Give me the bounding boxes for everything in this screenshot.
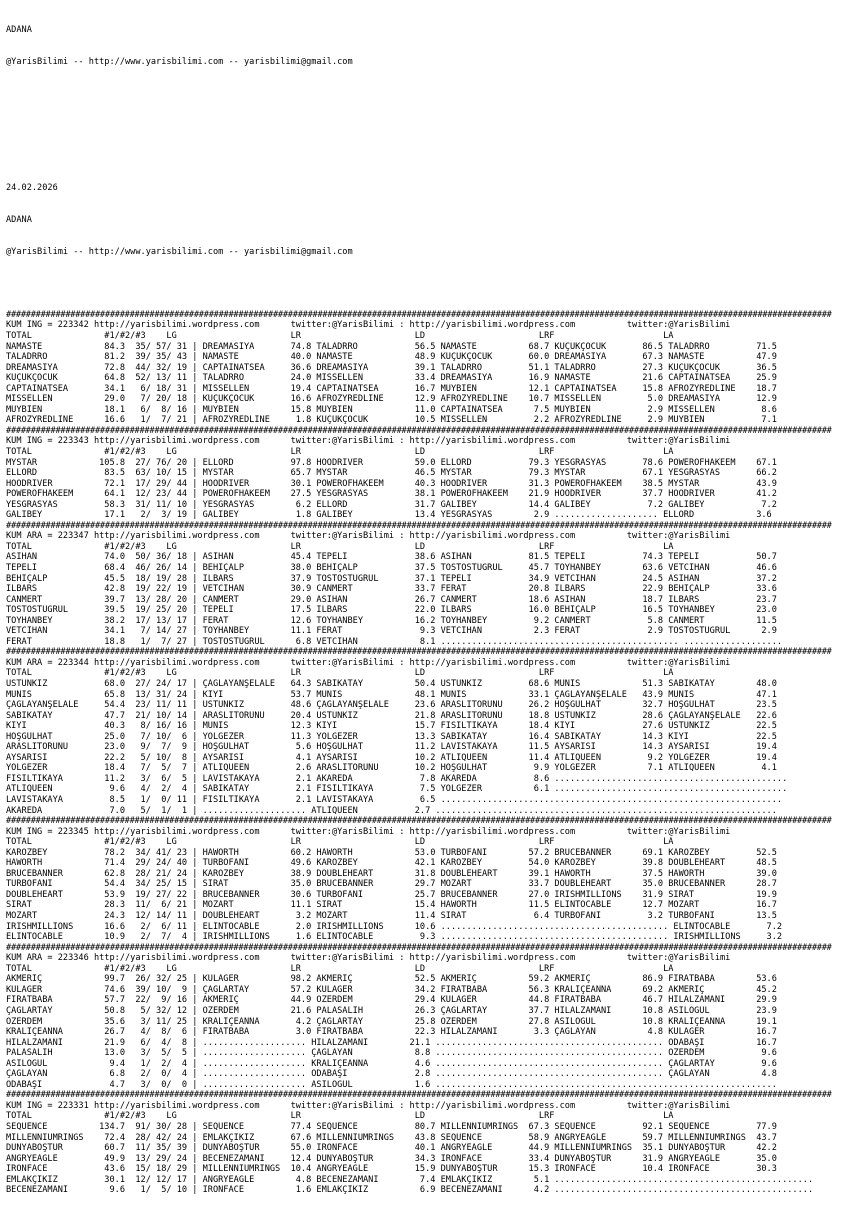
table-row: SABIKATAY 47.7 21/ 10/ 14 | ARASLITORUNU 20.4 ÜSTÜNKIZ 21.8 ARASLITORUNU 18.8 ÜSTÜNKIZ 28.6 ÇAĞLAYANŞELALE 22.6 — [6, 710, 777, 721]
table-row: CANMERT 39.7 13/ 28/ 20 | CANMERT 29.0 ASİHAN 26.7 CANMERT 18.6 ASİHAN 18.7 İLBARS 23.7 — [6, 594, 777, 605]
table-row: TOSTOSTUĞRUL 39.5 19/ 25/ 20 | TEPELİ 17.5 İLBARS 22.0 İLBARS 16.0 BEHİÇALP 16.5 TOYHANBEY 23.0 — [6, 605, 777, 616]
table-row: HOŞGÜLHAT 25.0 7/ 10/ 6 | YOLGEZER 11.3 YOLGEZER 13.3 SABIKATAY 16.4 SABIKATAY 14.3 KIYI 22.5 — [6, 731, 777, 742]
table-row: AFROZYREDLINE 16.6 1/ 7/ 21 | AFROZYREDLINE 1.8 KÜÇÜKÇOCUK 10.5 MISSELLEN 2.2 AFROZYREDLINE 2.9 MUYBIEN 7.1 — [6, 415, 777, 426]
table-row: IRONFACE 43.6 15/ 18/ 29 | MILLENNIUMRINGS 10.4 ANGRYEAGLE 15.9 DÜNYABOŞTUR 15.3 IRONFACE 10.4 IRONFACE 30.3 — [6, 1164, 777, 1175]
table-row: NAMASTE 84.3 35/ 57/ 31 | DREAMASIYA 74.8 TALADRRO 56.5 NAMASTE 68.7 KÜÇÜKÇOCUK 86.5 TALADRRO 71.5 — [6, 341, 777, 352]
table-row: AYSARISI 22.2 5/ 10/ 8 | AYSARISI 4.1 AYSARISI 10.2 ATLIQUEEN 11.4 ATLIQUEEN 9.2 YOLGEZER 19.4 — [6, 752, 777, 763]
table-row: HİLALZAMANI 21.9 6/ 4/ 8 | .................... HİLALZAMANI 21.1 ............................................ ODABAŞI 16.7 — [6, 1037, 777, 1048]
table-row: ELLORD 83.5 63/ 10/ 15 | MYSTAR 65.7 MYSTAR 46.5 MYSTAR 79.3 MYSTAR 67.1 YESGRASYAS 66.2 — [6, 468, 777, 479]
table-row: MISSELLEN 29.0 7/ 20/ 18 | KÜÇÜKÇOCUK 16.6 AFROZYREDLINE 12.9 AFROZYREDLINE 10.7 MISSELLEN 5.0 DREAMASIYA 12.9 — [6, 394, 777, 405]
blank-line — [6, 88, 845, 99]
race-block — [6, 521, 845, 648]
race-block — [6, 1090, 845, 1195]
separator-line: ####################################################################################################################################################################### — [6, 942, 832, 953]
blank-line — [6, 152, 845, 163]
table-row: BRUCEBANNER 62.8 28/ 21/ 24 | KAROZBEY 38.9 DOUBLEHEART 31.8 DOUBLEHEART 39.1 HAWORTH 37.5 HAWORTH 39.0 — [6, 868, 777, 879]
table-row: SIRAT 28.3 11/ 6/ 21 | MOZART 11.1 SIRAT 15.4 HAWORTH 11.5 ELINTOCABLE 12.7 MOZART 16.7 — [6, 900, 777, 911]
table-row: DÜNYABOŞTUR 60.7 11/ 35/ 39 | DÜNYABOŞTUR 55.0 IRONFACE 40.1 ANGRYEAGLE 44.9 MILLENNIUMRINGS 35.1 DÜNYABOŞTUR 42.2 — [6, 1143, 777, 1154]
table-row: MILLENNIUMRINGS 72.4 28/ 42/ 24 | EMLAKÇIKIZ 67.6 MILLENNIUMRINGS 43.8 SEQUENCE 58.9 ANGRYEAGLE 59.7 MILLENNIUMRINGS 43.7 — [6, 1132, 777, 1143]
table-row: MYSTAR 105.8 27/ 76/ 20 | ELLORD 97.8 HOODRIVER 59.0 ELLORD 79.3 YESGRASYAS 78.6 POWEROFHAKEEM 67.1 — [6, 457, 777, 468]
column-header: TOTAL #1/#2/#3 LG LR LD LRF LA — [6, 668, 674, 679]
table-row: HAWORTH 71.4 29/ 24/ 40 | TURBOFANI 49.6 KAROZBEY 42.1 KAROZBEY 54.0 KAROZBEY 39.8 DOUBLEHEART 48.5 — [6, 858, 777, 869]
separator-line: ####################################################################################################################################################################### — [6, 425, 832, 436]
table-row: TURBOFANI 54.4 34/ 25/ 15 | SIRAT 35.0 BRUCEBANNER 29.7 MOZART 33.7 DOUBLEHEART 35.0 BRUCEBANNER 28.7 — [6, 879, 777, 890]
separator-line: ####################################################################################################################################################################### — [6, 520, 832, 531]
table-row: POWEROFHAKEEM 64.1 12/ 23/ 44 | POWEROFHAKEEM 27.5 YESGRASYAS 38.1 POWEROFHAKEEM 21.9 HOODRIVER 37.7 HOODRIVER 41.2 — [6, 489, 777, 500]
blank-line — [6, 278, 845, 289]
table-row: ARASLITORUNU 23.0 9/ 7/ 9 | HOŞGÜLHAT 5.6 HOŞGÜLHAT 11.2 LAVİSTAKAYA 11.5 AYSARISI 14.3 AYSARISI 19.4 — [6, 742, 777, 753]
column-header: TOTAL #1/#2/#3 LG LR LD LRF LA — [6, 963, 674, 974]
race-title: KUM ING = 223331 http://yarisbilimi.wordpress.com twitter:@YarisBilimi : http://yarisbilimi.wordpress.com twitter:@YarisBilimi — [6, 1100, 731, 1111]
table-row: DREAMASIYA 72.8 44/ 32/ 19 | CAPTAINATSEA 36.6 DREAMASIYA 39.1 TALADRRO 51.1 TALADRRO 27.3 KÜÇÜKÇOCUK 36.5 — [6, 362, 777, 373]
table-row: KIYI 40.3 8/ 16/ 16 | MUNİS 12.3 KIYI 15.7 FISILTIKAYA 18.4 KIYI 27.6 ÜSTÜNKIZ 22.5 — [6, 721, 777, 732]
table-row: BEHİÇALP 45.5 18/ 19/ 28 | İLBARS 37.9 TOSTOSTUĞRUL 37.1 TEPELİ 34.9 VETCİHAN 24.5 ASİHAN 37.2 — [6, 573, 777, 584]
race-title: KUM ING = 223343 http://yarisbilimi.wordpress.com twitter:@YarisBilimi : http://yarisbilimi.wordpress.com twitter:@YarisBilimi — [6, 436, 731, 447]
table-row: ATLIQUEEN 9.6 4/ 2/ 4 | SABIKATAY 2.1 FISILTIKAYA 7.5 YOLGEZER 6.1 ............................................. — [6, 784, 788, 795]
race-block — [6, 647, 845, 816]
table-row: ÖZERDEM 35.6 3/ 11/ 25 | KRALİÇEANNA 4.2 ÇAĞLARTAY 25.8 ÖZERDEM 27.8 ASILOĞUL 10.8 KRALİÇEANNA 19.1 — [6, 1016, 777, 1027]
race-block — [6, 426, 845, 521]
table-row: GALIBEY 17.1 2/ 3/ 19 | GALIBEY 1.8 GALIBEY 13.4 YESGRASYAS 2.9 .................... ELLORD 3.6 — [6, 510, 772, 521]
header-contact: @YarisBilimi -- http://www.yarisbilimi.com -- yarisbilimi@gmail.com — [6, 56, 353, 67]
table-row: ÇAĞLAYANŞELALE 54.4 23/ 11/ 11 | ÜSTÜNKIZ 48.6 ÇAĞLAYANŞELALE 23.6 ARASLITORUNU 26.2 HOŞGÜLHAT 32.7 HOŞGÜLHAT 23.5 — [6, 700, 777, 711]
race-title: KUM ARA = 223346 http://yarisbilimi.wordpress.com twitter:@YarisBilimi : http://yarisbilimi.wordpress.com twitter:@YarisBilimi — [6, 953, 731, 964]
table-row: FERAT 18.8 1/ 7/ 27 | TOSTOSTUĞRUL 6.8 VETCİHAN 8.1 .............................................. ................... — [6, 636, 783, 647]
table-row: AKAREDA 7.0 5/ 1/ 1 | .................... ATLIQUEEN 2.7 .................................................................. — [6, 805, 777, 816]
race-title: KUM ARA = 223344 http://yarisbilimi.wordpress.com twitter:@YarisBilimi : http://yarisbilimi.wordpress.com twitter:@YarisBilimi — [6, 657, 731, 668]
table-row: MOZART 24.3 12/ 14/ 11 | DOUBLEHEART 3.2 MOZART 11.4 SIRAT 6.4 TURBOFANI 3.2 TURBOFANI 13.5 — [6, 911, 777, 922]
table-row: ASILOĞUL 9.4 1/ 2/ 4 | .................... KRALİÇEANNA 4.6 ............................................ ÇAĞLARTAY 9.6 — [6, 1058, 777, 1069]
separator-line: ####################################################################################################################################################################### — [6, 647, 832, 658]
race-title: KUM ARA = 223347 http://yarisbilimi.wordpress.com twitter:@YarisBilimi : http://yarisbilimi.wordpress.com twitter:@YarisBilimi — [6, 531, 731, 542]
table-row: AKMERİÇ 99.7 26/ 32/ 25 | KULAGER 98.2 AKMERİÇ 52.5 AKMERİÇ 59.2 AKMERİÇ 86.9 FIRATBABA 53.6 — [6, 974, 777, 985]
table-row: ELINTOCABLE 10.9 2/ 7/ 4 | IRISHMILLIONS 1.6 ELINTOCABLE 9.3 ............................................ IRISHMILLIONS 3.2 — [6, 932, 783, 943]
blank-line — [6, 120, 845, 131]
table-row: MUNİS 65.8 13/ 31/ 24 | KIYI 53.7 MUNİS 48.1 MUNİS 33.1 ÇAĞLAYANŞELALE 43.9 MUNİS 47.1 — [6, 689, 777, 700]
table-row: YESGRASYAS 58.3 31/ 11/ 10 | YESGRASYAS 6.2 ELLORD 31.7 GALIBEY 14.4 GALIBEY 7.2 GALIBEY 7.2 — [6, 499, 777, 510]
table-row: LAVİSTAKAYA 8.5 1/ 0/ 11 | FISILTIKAYA 2.1 LAVİSTAKAYA 6.5 .................................................................. — [6, 795, 783, 806]
separator-line: ####################################################################################################################################################################### — [6, 1090, 832, 1101]
table-row: ÇAĞLAYAN 6.8 2/ 0/ 4 | .................... ODABAŞI 2.8 ............................................ ÇAĞLAYAN 4.8 — [6, 1069, 777, 1080]
table-row: ANGRYEAGLE 49.9 13/ 29/ 24 | BECENEZAMANI 12.4 DÜNYABOŞTUR 34.3 IRONFACE 33.4 DÜNYABOŞTUR 31.9 ANGRYEAGLE 35.0 — [6, 1153, 777, 1164]
header-city-2: ADANA — [6, 214, 32, 225]
table-row: BECENEZAMANI 9.6 1/ 5/ 10 | IRONFACE 1.6 EMLAKÇIKIZ 6.9 BECENEZAMANI 4.2 .................................................. — [6, 1185, 814, 1196]
table-row: DOUBLEHEART 53.9 19/ 27/ 22 | BRUCEBANNER 30.6 TURBOFANI 25.7 BRUCEBANNER 27.0 IRISHMILLIONS 31.9 SIRAT 19.9 — [6, 889, 777, 900]
table-row: FISILTIKAYA 11.2 3/ 6/ 5 | LAVİSTAKAYA 2.1 AKAREDA 7.8 AKAREDA 8.6 ............................................. — [6, 773, 788, 784]
table-row: TEPELİ 68.4 46/ 26/ 14 | BEHİÇALP 38.0 BEHİÇALP 37.5 TOSTOSTUĞRUL 45.7 TOYHANBEY 63.6 VETCİHAN 46.6 — [6, 562, 777, 573]
table-row: KRALİÇEANNA 26.7 4/ 8/ 6 | FIRATBABA 3.0 FIRATBABA 22.3 HİLALZAMANI 3.3 ÇAĞLAYAN 4.8 KULAGER 16.7 — [6, 1027, 777, 1038]
table-row: HOODRIVER 72.1 17/ 29/ 44 | HOODRIVER 30.1 POWEROFHAKEEM 40.3 HOODRIVER 31.3 POWEROFHAKEEM 38.5 MYSTAR 43.9 — [6, 478, 777, 489]
table-row: PALASALİH 13.0 3/ 5/ 5 | .................... ÇAĞLAYAN 8.8 ............................................ ÖZERDEM 9.6 — [6, 1048, 777, 1059]
table-row: TALADRRO 81.2 39/ 35/ 43 | NAMASTE 40.0 NAMASTE 48.9 KÜÇÜKÇOCUK 60.0 DREAMASIYA 67.3 NAMASTE 47.9 — [6, 352, 777, 363]
column-header: TOTAL #1/#2/#3 LG LR LD LRF LA — [6, 541, 674, 552]
table-row: KULAGER 74.6 39/ 10/ 9 | ÇAĞLARTAY 57.2 KULAGER 34.2 FIRATBABA 56.3 KRALİÇEANNA 69.2 AKMERİÇ 45.2 — [6, 984, 777, 995]
column-header: TOTAL #1/#2/#3 LG LR LD LRF LA — [6, 1111, 674, 1122]
race-title: KUM ING = 223342 http://yarisbilimi.wordpress.com twitter:@YarisBilimi : http://yarisbilimi.wordpress.com twitter:@YarisBilimi — [6, 320, 731, 331]
table-row: YOLGEZER 18.4 7/ 5/ 7 | ATLIQUEEN 2.6 ARASLITORUNU 10.2 HOŞGÜLHAT 9.9 YOLGEZER 7.1 ATLIQUEEN 4.1 — [6, 763, 777, 774]
separator-line: ####################################################################################################################################################################### — [6, 816, 832, 827]
table-row: VETCİHAN 34.1 7/ 14/ 27 | TOYHANBEY 11.1 FERAT 9.3 VETCİHAN 2.3 FERAT 2.9 TOSTOSTUĞRUL 2.9 — [6, 626, 777, 637]
table-row: TOYHANBEY 38.2 17/ 13/ 17 | FERAT 12.6 TOYHANBEY 16.2 TOYHANBEY 9.2 CANMERT 5.8 CANMERT 11.5 — [6, 615, 777, 626]
table-row: MUYBIEN 18.1 6/ 8/ 16 | MUYBIEN 15.8 MUYBIEN 11.0 CAPTAINATSEA 7.5 MUYBIEN 2.9 MISSELLEN 8.6 — [6, 404, 777, 415]
table-row: IRISHMILLIONS 16.6 2/ 6/ 11 | ELINTOCABLE 2.0 IRISHMILLIONS 10.6 ............................................ ELINTOCABLE 7.2 — [6, 921, 783, 932]
race-block — [6, 816, 845, 943]
race-block — [6, 310, 845, 426]
table-row: FIRATBABA 57.7 22/ 9/ 16 | AKMERİÇ 44.9 ÖZERDEM 29.4 KULAGER 44.8 FIRATBABA 46.7 HİLALZAMANI 29.9 — [6, 995, 777, 1006]
column-header: TOTAL #1/#2/#3 LG LR LD LRF LA — [6, 446, 674, 457]
table-row: ODABAŞI 4.7 3/ 0/ 0 | .................... ASILOĞUL 1.6 .................................................................. — [6, 1079, 777, 1090]
header-date: 24.02.2026 — [6, 183, 58, 194]
table-row: EMLAKÇIKIZ 30.1 12/ 12/ 17 | ANGRYEAGLE 4.8 BECENEZAMANI 7.4 EMLAKÇIKIZ 5.1 .................................................. — [6, 1174, 814, 1185]
column-header: TOTAL #1/#2/#3 LG LR LD LRF LA — [6, 330, 674, 341]
race-list — [6, 310, 845, 1196]
separator-line: ####################################################################################################################################################################### — [6, 309, 832, 320]
table-row: İLBARS 42.8 19/ 22/ 19 | VETCİHAN 30.9 CANMERT 33.7 FERAT 20.8 İLBARS 22.9 BEHİÇALP 33.6 — [6, 584, 777, 595]
header-city: ADANA — [6, 25, 32, 36]
table-row: ASİHAN 74.0 50/ 36/ 18 | ASİHAN 45.4 TEPELİ 38.6 ASİHAN 81.5 TEPELİ 74.3 TEPELİ 50.7 — [6, 552, 777, 563]
race-title: KUM ING = 223345 http://yarisbilimi.wordpress.com twitter:@YarisBilimi : http://yarisbilimi.wordpress.com twitter:@YarisBilimi — [6, 826, 731, 837]
column-header: TOTAL #1/#2/#3 LG LR LD LRF LA — [6, 837, 674, 848]
table-row: ÇAĞLARTAY 50.8 5/ 32/ 12 | ÖZERDEM 21.6 PALASALİH 26.3 ÇAĞLARTAY 37.7 HİLALZAMANI 10.8 ASILOĞUL 23.9 — [6, 1005, 777, 1016]
table-row: CAPTAINATSEA 34.1 6/ 18/ 31 | MISSELLEN 19.4 CAPTAINATSEA 16.7 MUYBIEN 12.1 CAPTAINATSEA 15.8 AFROZYREDLINE 18.7 — [6, 383, 777, 394]
table-row: KAROZBEY 78.2 34/ 41/ 23 | HAWORTH 60.2 HAWORTH 53.0 TURBOFANI 57.2 BRUCEBANNER 69.1 KAROZBEY 52.5 — [6, 847, 777, 858]
race-block — [6, 943, 845, 1091]
table-row: SEQUENCE 134.7 91/ 30/ 28 | SEQUENCE 77.4 SEQUENCE 80.7 MILLENNIUMRINGS 67.3 SEQUENCE 92.1 SEQUENCE 77.9 — [6, 1121, 777, 1132]
header-contact-2: @YarisBilimi -- http://www.yarisbilimi.com -- yarisbilimi@gmail.com — [6, 246, 353, 257]
table-row: KÜÇÜKÇOCUK 64.8 52/ 13/ 11 | TALADRRO 24.0 MISSELLEN 33.4 DREAMASIYA 16.9 NAMASTE 21.6 CAPTAINATSEA 25.9 — [6, 373, 777, 384]
table-row: ÜSTÜNKIZ 68.0 27/ 24/ 17 | ÇAĞLAYANŞELALE 64.3 SABIKATAY 50.4 ÜSTÜNKIZ 68.6 MUNİS 51.3 SABIKATAY 48.0 — [6, 679, 777, 689]
